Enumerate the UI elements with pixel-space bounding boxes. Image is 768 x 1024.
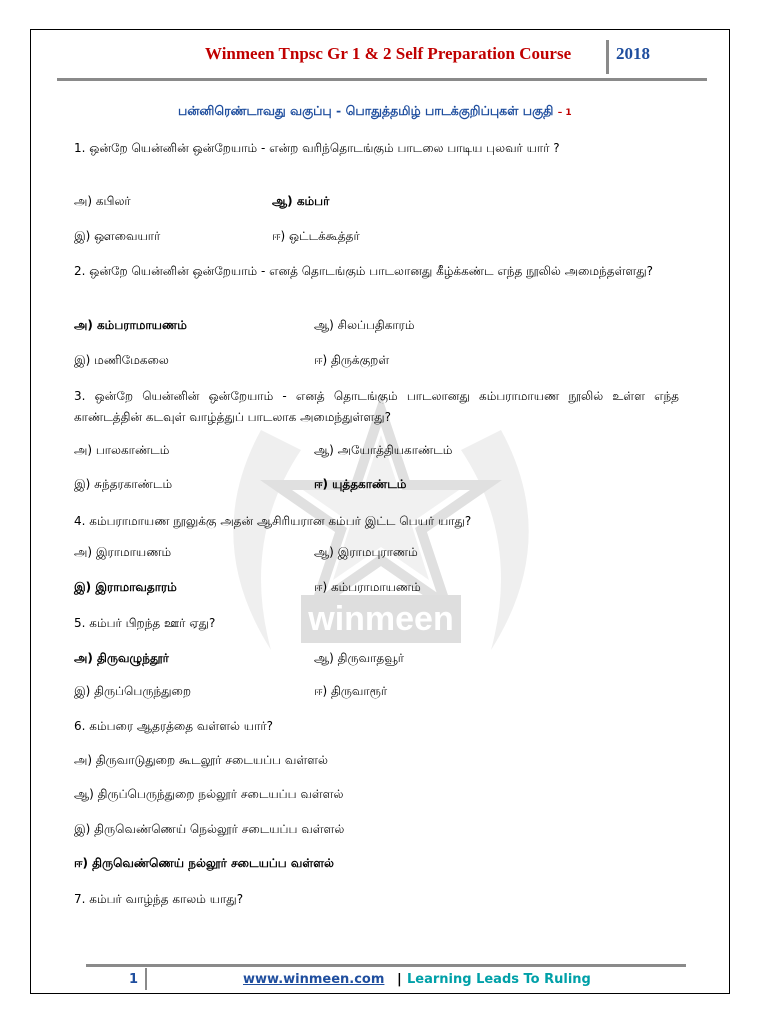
subtitle-text: பன்னிரெண்டாவது வகுப்பு - பொதுத்தமிழ் பாடக்குறிப்புகள் பகுதி [178, 103, 554, 118]
header-year: 2018 [616, 44, 650, 63]
q4-option-a: அ) இராமாயணம் [74, 545, 172, 559]
page-header [31, 40, 731, 80]
q5-option-d: ஈ) திருவாரூர் [314, 684, 388, 698]
q1-option-d: ஈ) ஒட்டக்கூத்தர் [272, 229, 360, 243]
question-6: 6. கம்பரை ஆதரத்தை வள்ளல் யார்? [74, 719, 274, 733]
question-7: 7. கம்பர் வாழ்ந்த காலம் யாது? [74, 892, 244, 906]
q2-option-b: ஆ) சிலப்பதிகாரம் [314, 318, 415, 332]
footer-tagline: Learning Leads To Ruling [407, 972, 591, 987]
q2-option-d: ஈ) திருக்குறள் [314, 353, 390, 367]
question-2: 2. ஒன்றே யென்னின் ஒன்றேயாம் - எனத் தொடங்கும் பாடலானது கீழ்க்கண்ட எந்த நூலில் அமைந்தள்ளது? [74, 264, 654, 278]
q5-option-a: அ) திருவழுந்தூர் [74, 651, 169, 665]
header-title: Winmeen Tnpsc Gr 1 & 2 Self Preparation Course [205, 44, 572, 63]
website-link[interactable]: www.winmeen.com [243, 972, 385, 987]
question-4: 4. கம்பராமாயண நூலுக்கு அதன் ஆசிரியரான கம்பர் இட்ட பெயர் யாது? [74, 514, 472, 528]
q2-option-a: அ) கம்பராமாயணம் [74, 318, 187, 332]
question-5: 5. கம்பர் பிறந்த ஊர் ஏது? [74, 616, 216, 630]
page-footer [31, 960, 731, 990]
q4-option-d: ஈ) கம்பராமாயணம் [314, 580, 421, 594]
q3-option-b: ஆ) அயோத்தியகாண்டம் [314, 443, 453, 457]
q1-option-c: இ) ஔவையார் [74, 229, 161, 243]
q3-option-a: அ) பாலகாண்டம் [74, 443, 170, 457]
footer-separator [145, 968, 147, 990]
question-1: 1. ஒன்றே யென்னின் ஒன்றேயாம் - என்ற வரிந்தொடங்கும் பாடலை பாடிய புலவர் யார் ? [74, 141, 560, 155]
footer-pipe: | [397, 972, 402, 987]
q2-option-c: இ) மணிமேகலை [74, 353, 169, 367]
q5-option-c: இ) திருப்பெருந்துறை [74, 684, 192, 698]
winmeen-watermark-logo [201, 390, 561, 690]
q6-option-d: ஈ) திருவெண்ணெய் நல்லூர் சடையப்ப வள்ளல் [74, 856, 335, 870]
subtitle-suffix: – 1 [557, 108, 572, 118]
q6-option-b: ஆ) திருப்பெருந்துறை நல்லூர் சடையப்ப வள்ளல் [74, 787, 344, 801]
q1-option-b: ஆ) கம்பர் [272, 194, 330, 208]
q4-option-b: ஆ) இராமபுராணம் [314, 545, 418, 559]
section-subtitle [178, 103, 572, 120]
q1-option-a: அ) கபிலர் [74, 194, 131, 208]
header-rule [57, 78, 707, 81]
q6-option-a: அ) திருவாடுதுறை கூடலூர் சடையப்ப வள்ளல் [74, 753, 328, 767]
q4-option-c: இ) இராமாவதாரம் [74, 580, 177, 594]
question-3: 3. ஒன்றே யென்னின் ஒன்றேயாம் - எனத் தொடங்கும் பாடலானது கம்பராமாயண நூலில் உள்ள எந்த காண்டத்தின் கடவுள் வாழ்த்துப் பாடலாக அமைந்துள்ளது? [74, 389, 679, 424]
page-number: 1 [129, 972, 139, 987]
q5-option-b: ஆ) திருவாதவூர் [314, 651, 404, 665]
watermark-text: winmeen [308, 600, 454, 638]
q3-option-d: ஈ) யுத்தகாண்டம் [314, 477, 407, 491]
page-frame [30, 29, 730, 994]
q6-option-c: இ) திருவெண்ணெய் நெல்லூர் சடையப்ப வள்ளல் [74, 822, 345, 836]
header-separator [606, 40, 609, 74]
footer-rule [86, 964, 686, 967]
q3-option-c: இ) சுந்தரகாண்டம் [74, 477, 173, 491]
